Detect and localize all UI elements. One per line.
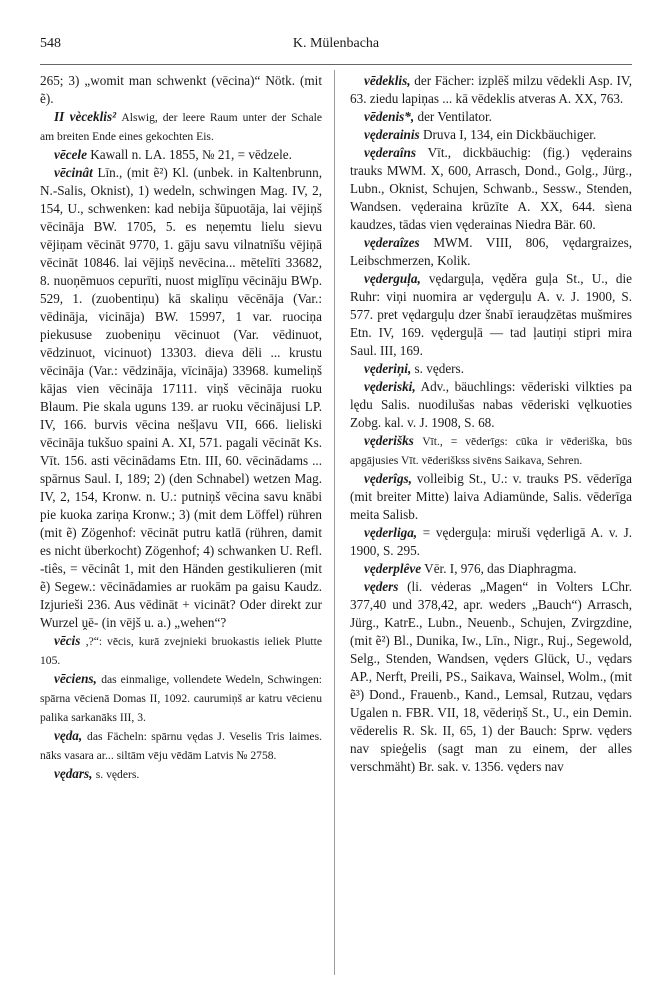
entry-text: Alswig, der leere Raum unter der Schale am breiten Ende eines gekochten Eis.: [40, 111, 322, 143]
dictionary-entry: [40, 765, 322, 784]
entry-headword: vęderguļa,: [364, 271, 421, 286]
dictionary-entry: [350, 144, 632, 234]
entry-text: s. vęders.: [414, 361, 464, 376]
right-column: [350, 72, 632, 776]
entry-headword: vēdeklis,: [364, 73, 411, 88]
entry-headword: vęderaîns: [364, 145, 417, 160]
entry-text: Druva I, 134, ein Dickbäuchiger.: [422, 127, 597, 142]
entry-headword: vęders: [364, 579, 399, 594]
entry-text: volleibig St., U.: v. trauks PS. vēderīga (mit breiter Mitte) laiva Adiamünde, Salis. vēderīga meita Salisb.: [350, 471, 632, 522]
page-header: [40, 36, 632, 58]
entry-headword: vēciens,: [54, 671, 97, 686]
entry-text: vędarguļa, vęděra guļa St., U., die Ruhr: viņi nuomira ar vęderguļu A. v. J. 1900, S. 577. pret vędarguļu dzer šnabī ierauḑzētas mušmires Etn. IV, 169. vęderguļā — tad ļautiņi stipri mira Saul. III, 169.: [350, 271, 633, 358]
dictionary-entry: [350, 108, 632, 126]
entry-text: Vēr. I, 976, das Diaphragma.: [424, 561, 577, 576]
entry-headword: vēcinât: [54, 165, 93, 180]
entry-text: = vęderguļa: miruši vęderligā A. v. J. 1900, S. 295.: [350, 525, 633, 558]
entry-headword: vęderaîzes: [364, 235, 420, 250]
column-divider: [334, 70, 335, 975]
dictionary-entry: [40, 108, 322, 146]
entry-text: s. vęders.: [95, 768, 140, 781]
dictionary-entry: [350, 578, 632, 776]
entry-headword: vęderîgs,: [364, 471, 412, 486]
dictionary-entry: [40, 146, 322, 164]
dictionary-entry: [350, 72, 632, 108]
entry-text: der Fächer: izplēš milzu vēdekli Asp. IV, 63. ziedu lapiņas ... kā vēdeklis atveras A. XX, 763.: [350, 73, 633, 106]
entry-text: Vīt., = vēderīgs: cūka ir vēderiška, būs apgājusies Vīt. vēderiškss sivēns Saikava, Sehren.: [350, 435, 633, 467]
dictionary-entry: [350, 560, 632, 578]
dictionary-entry: [350, 270, 632, 360]
dictionary-entry: [350, 126, 632, 144]
dictionary-entry: [40, 670, 322, 727]
dictionary-entry: [40, 727, 322, 765]
entry-text: der Ventilator.: [417, 109, 492, 124]
entry-headword: vęderainis: [364, 127, 420, 142]
entry-headword: vęderiski,: [364, 379, 416, 394]
entry-text: Līn., (mit ẽ²) Kl. (unbek. in Kaltenbrunn, N.-Salis, Oknist), 1) wedeln, schwingen Mag. IV, 2, 154, U., schwenken: kad nebija šūpuotāja, lai vējiņš vēcināja BW. 1705, 5. es neņemtu lielu sievu vējiņam vēcināt 9770, 1. gāju savu vilnatnīšu vējiņā vēcināt 10846. lai vējiņš nevēcina... mētelīti 33682, 8. nuoņēmuos cepurīti, nuost miglīņu vēcināju BWp. 529, 1. (zuobentiņu) kā skaliņu vēcēnāja (Var.: vēdināja, vicināja) BW. 15997, 1 var. ruociņa piekususe zuobeniņu vēcinuot (Var. vēdinuot, vēdzinuot, vicinuot) 13303. dieva dēli ... krustu vēcināja (Var.: vēdzināja, vīcināja) 33968. kumeliņš kājas vien vēcināja 17111. viņš vēcināja ruoku Blaum. Pie skala uguns 139. ar ruoku vēcinājusi LP. IV, 166. burvis vēcina nešļavu VII, 666. lieliski vēcināja tukšuo spaini A. XI, 571. pagali vēcināt Ks. Vīt. 156. asti vēcinādams Etn. III, 60. vēcinādams ... spārnus Saul. I, 189; 2) (den Schnabel) wetzen Mag. IV, 2, 154, Kronw. n. U.: putniņš vēcina savu knābi pie kuoka zariņa Kronw.; 3) (mit dem Löffel) rühren (mit ẽ) Zögenhof: vēcināt putru katlā (rühren, damit es nicht überkocht) Zögenhof; 4) schwanken U. Refl. -tiês, = vēcinât 1, mit den Händen gestikulieren (mit ẽ) Segew.: vēcinādamies ar ruokām pa gaisu Kaudz. Izjurieši 236. Aus vēdināt + vicināt? Oder direkt zur Wurzel ṷē- (in vējš u. a.) „wehen“?: [40, 165, 322, 630]
dictionary-entry: [40, 632, 322, 670]
entry-headword: vęda,: [54, 728, 83, 743]
entry-headword: vęderiņi,: [364, 361, 412, 376]
dictionary-entry: [350, 378, 632, 432]
running-title: K. Mülenbacha: [292, 36, 380, 51]
entry-headword: vęderplêve: [364, 561, 422, 576]
entry-text: Adv., bäuchlings: vēderiski vilkties pa lędu Salis. nuodilušas nabas vēderiski vęlkuoties Zobg. kal. v. J. 1908, S. 68.: [350, 379, 632, 430]
entry-headword: vęderliga,: [364, 525, 418, 540]
dictionary-entry: [350, 360, 632, 378]
entry-headword: vęderišks: [364, 433, 414, 448]
left-column: [40, 72, 322, 784]
page-number: 548: [40, 36, 61, 51]
entry-headword: vēcis: [54, 633, 81, 648]
entry-text: das Fächeln: spārnu vędas J. Veselis Tris laimes. nāks vasara ar... siltām vēju vēdām Latvis № 2758.: [40, 730, 322, 762]
entry-headword: vēcele: [54, 147, 87, 162]
entry-headword: II vèceklis²: [54, 109, 117, 124]
dictionary-entry: [40, 164, 322, 632]
dictionary-entry: [350, 234, 632, 270]
entry-text: Kawall n. LA. 1855, № 21, = vēdzele.: [90, 147, 292, 162]
entry-headword: vędars,: [54, 766, 93, 781]
header-rule: [40, 64, 632, 65]
dictionary-entry: [350, 432, 632, 470]
entry-text: 265; 3) „womit man schwenkt (vēcina)“ Nötk. (mit ẽ).: [40, 73, 322, 106]
entry-text: MWM. VIII, 806, vędargraizes, Leibschmerzen, Kolik.: [350, 235, 633, 268]
entry-text: ,?“: vēcis, kurā zvejnieki bruokastis ieliek Plutte 105.: [40, 635, 322, 667]
dictionary-entry: [40, 72, 322, 108]
dictionary-entry: [350, 470, 632, 524]
entry-text: (li. vėderas „Magen“ in Volters LChr. 377,40 und 378,42, apr. weders „Bauch“) Arrasch, Jürg., KatrE., Lubn., Neuenb., Schujen, Zvirgzdine, (mit ẽ²) Bl., Dunika, Iw., Līn., Nigr., Ruj., Segewold, Selg., Stenden, Wandsen, vęders Glück, U., vędars AP., Nerft, Preili, PS., Saikava, Wainsel, Wolm., (mit ẽ³) Dond., Frauenb., Kand., Lemsal, Rutzau, vędars Ugalen n. FBR. VII, 18, vēderiņš St., U., ein Demin. vēderelis R. Sk. II, 65, 1) der Bauch: Sprw. vęders nav spieģelis (sagt man zu einem, der alles verschmäht) Br. sak. v. 1356. vęders nav: [350, 579, 632, 774]
entry-text: Vīt., dickbäuchig: (fig.) vęderains trauks MWM. X, 600, Arrasch, Dond., Golg., Jürg., Lubn., Oknist, Schujen, Schwanb., Sessw., Stenden, Wandsen. vęderaina krūzīte A. XX, 644. sìena kaudzes, tādas vien vęderainas Niedra Bär. 60.: [350, 145, 632, 232]
entry-text: das einmalige, vollendete Wedeln, Schwingen: spārna vēcienā Domas II, 1092. caurumiņš ar katru vēcienu palika sarkanāks III, 3.: [40, 673, 323, 724]
entry-headword: vēdenis*,: [364, 109, 415, 124]
dictionary-entry: [350, 524, 632, 560]
